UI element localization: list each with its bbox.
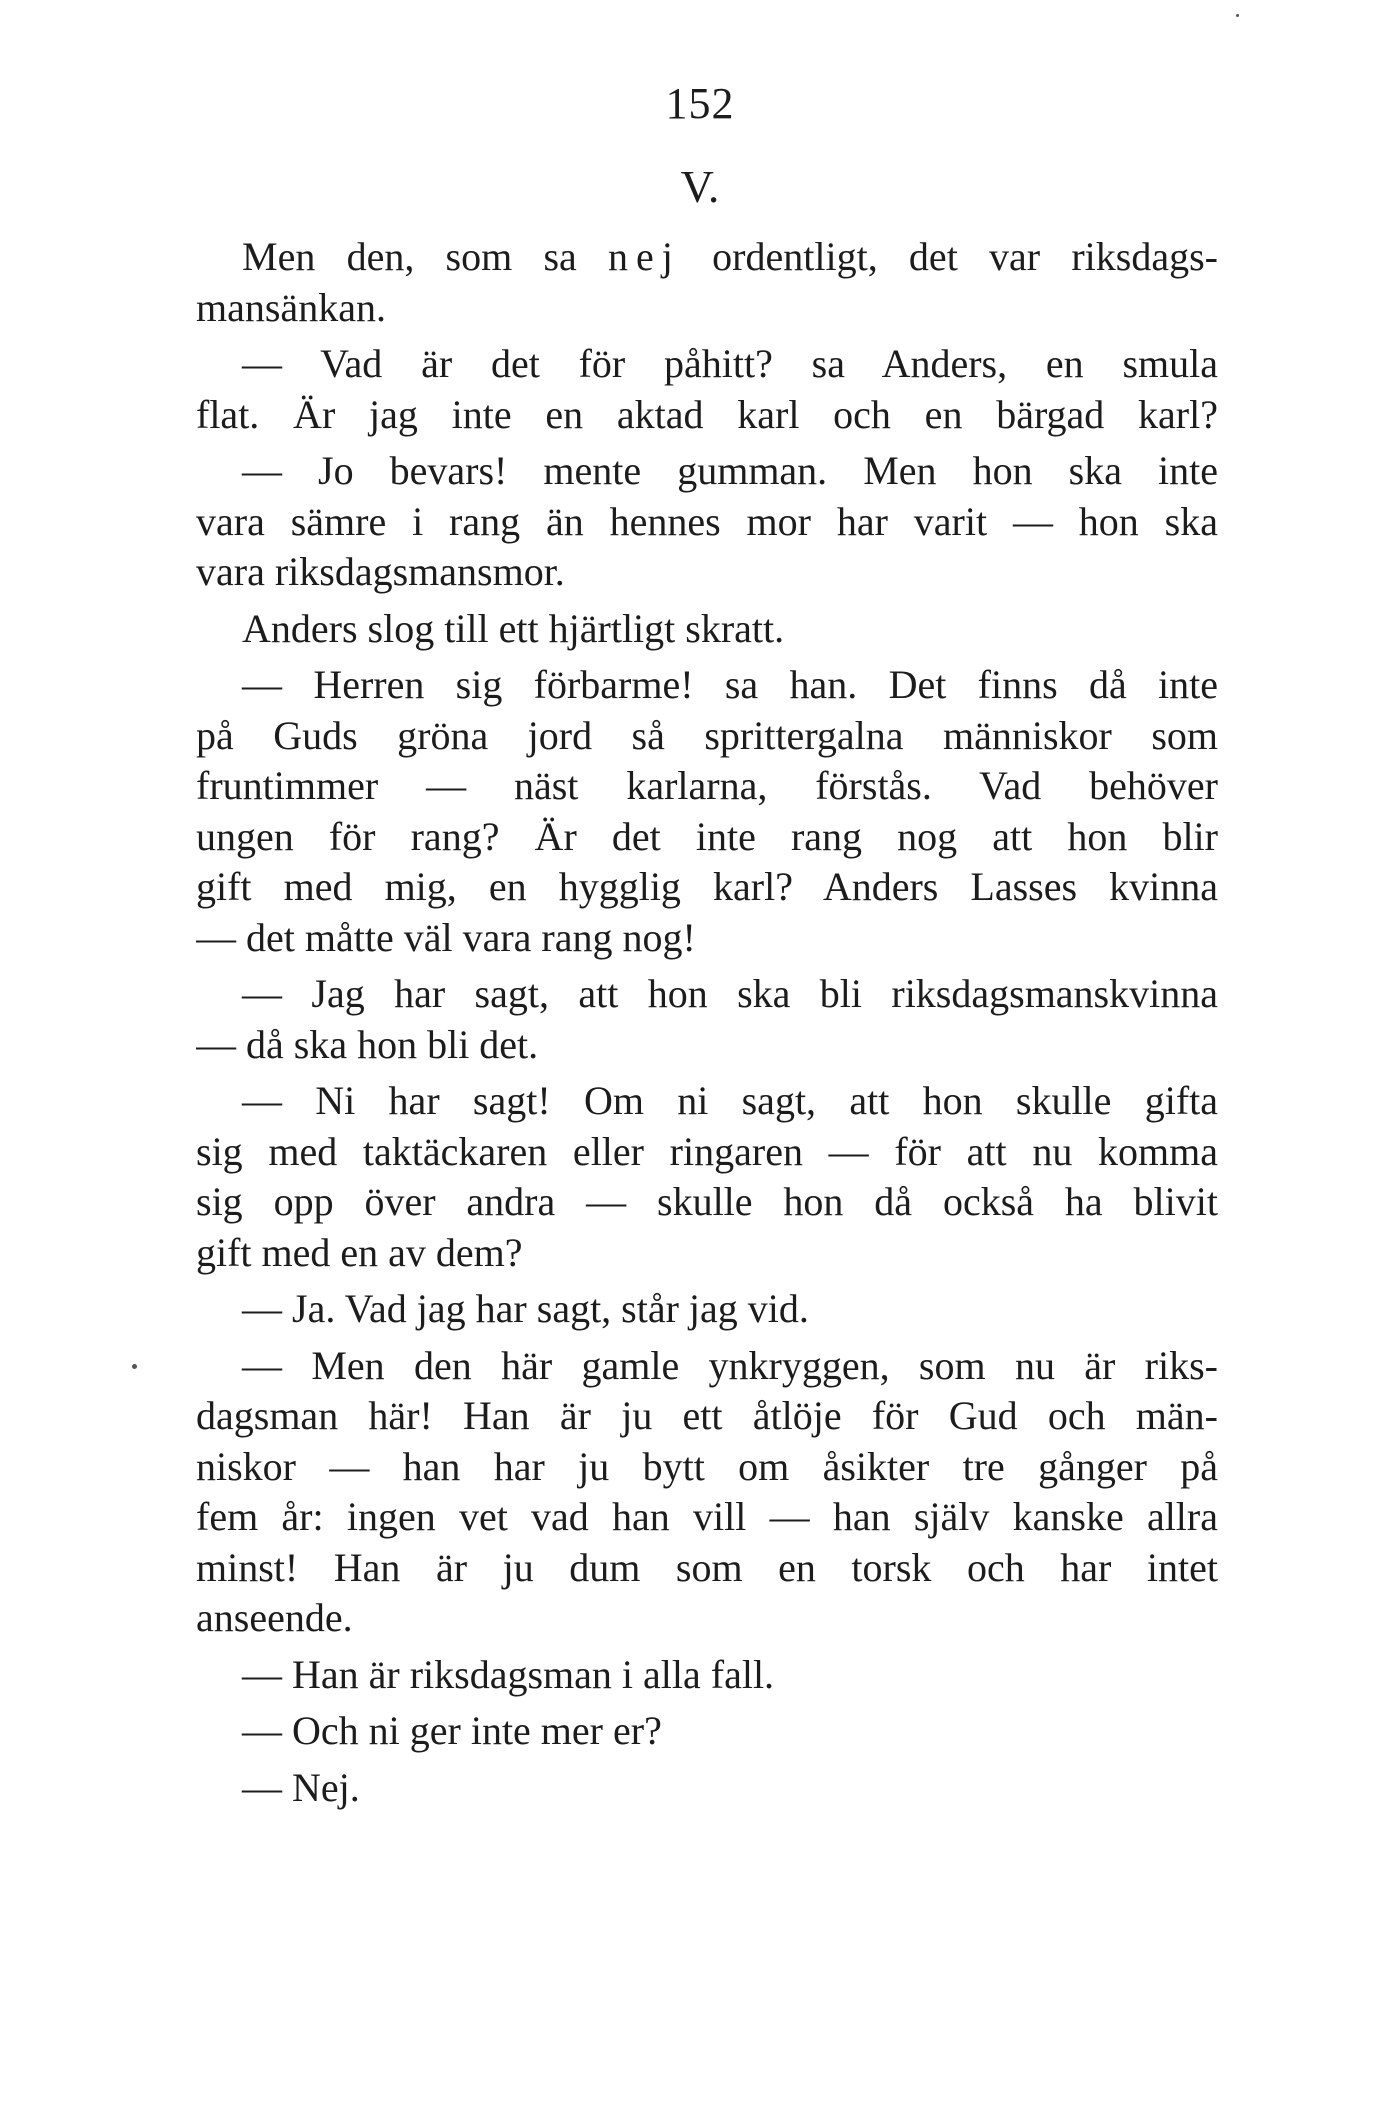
text-segment: ordentligt, det var riksdags- (680, 234, 1218, 279)
text-line: mansänkan. (196, 284, 386, 330)
text-line: gift med mig, en hygglig karl? Anders Lasses kvinna (196, 864, 1218, 909)
emphasized-word: nej (608, 234, 681, 279)
paragraph (196, 604, 1218, 655)
text-line: dagsman här! Han är ju ett åtlöje för Gud och män- (196, 1393, 1218, 1438)
page-number: 152 (665, 79, 735, 128)
text-line: anseende. (196, 1595, 353, 1640)
text-line: niskor — han har ju bytt om åsikter tre gånger på (196, 1443, 1218, 1489)
paragraph (196, 1341, 1218, 1644)
text-line: fruntimmer — näst karlarna, förstås. Vad behöver (196, 763, 1218, 808)
text-line: — då ska hon bli det. (196, 1021, 539, 1067)
text-line: — Herren sig förbarme! sa han. Det finns då inte (242, 662, 1218, 707)
text-line: — Vad är det för påhitt? sa Anders, en smula (242, 341, 1218, 386)
print-speck (1236, 14, 1239, 17)
text-line: — Men den här gamle ynkryggen, som nu är riks- (242, 1342, 1218, 1388)
text-line: — Han är riksdagsman i alla fall. (242, 1651, 775, 1697)
text-line: flat. Är jag inte en aktad karl och en bärgad karl? (196, 391, 1218, 437)
paragraph (196, 1706, 1218, 1757)
chapter-heading: V. (680, 161, 720, 212)
print-speck (132, 1364, 137, 1369)
text-line: minst! Han är ju dum som en torsk och har intet (196, 1544, 1218, 1590)
text-line: — det måtte väl vara rang nog! (196, 914, 696, 960)
text-line: — Och ni ger inte mer er? (242, 1708, 662, 1753)
text-line: fem år: ingen vet vad han vill — han själv kanske allra (196, 1494, 1218, 1539)
text-line: — Nej. (242, 1764, 360, 1810)
paragraph (196, 339, 1218, 440)
paragraph (196, 1650, 1218, 1701)
text-line: — Jo bevars! mente gumman. Men hon ska inte (242, 448, 1218, 493)
text-line: på Guds gröna jord så sprittergalna människor som (196, 712, 1218, 758)
text-line: Anders slog till ett hjärtligt skratt. (242, 605, 785, 651)
text-line: vara sämre i rang än hennes mor har varit — hon ska (196, 498, 1218, 544)
paragraph (196, 446, 1218, 598)
body-text (196, 232, 1218, 1819)
paragraph (196, 1763, 1218, 1814)
text-line: — Ja. Vad jag har sagt, står jag vid. (242, 1286, 809, 1331)
text-line: — Jag har sagt, att hon ska bli riksdagsmanskvinna (242, 971, 1218, 1016)
text-line: sig opp över andra — skulle hon då också ha blivit (196, 1179, 1218, 1224)
text-segment: Men den, som sa (242, 234, 609, 279)
text-line: — Ni har sagt! Om ni sagt, att hon skulle gifta (242, 1078, 1218, 1123)
text-line: sig med taktäckaren eller ringaren — för att nu komma (196, 1128, 1218, 1174)
text-line: ungen för rang? Är det inte rang nog att hon blir (196, 813, 1218, 859)
paragraph (196, 1076, 1218, 1278)
text-line: gift med en av dem? (196, 1229, 523, 1275)
paragraph (196, 232, 1218, 333)
text-line (196, 232, 1218, 283)
paragraph (196, 660, 1218, 963)
paragraph (196, 969, 1218, 1070)
paragraph (196, 1284, 1218, 1335)
text-line: vara riksdagsmansmor. (196, 549, 565, 594)
